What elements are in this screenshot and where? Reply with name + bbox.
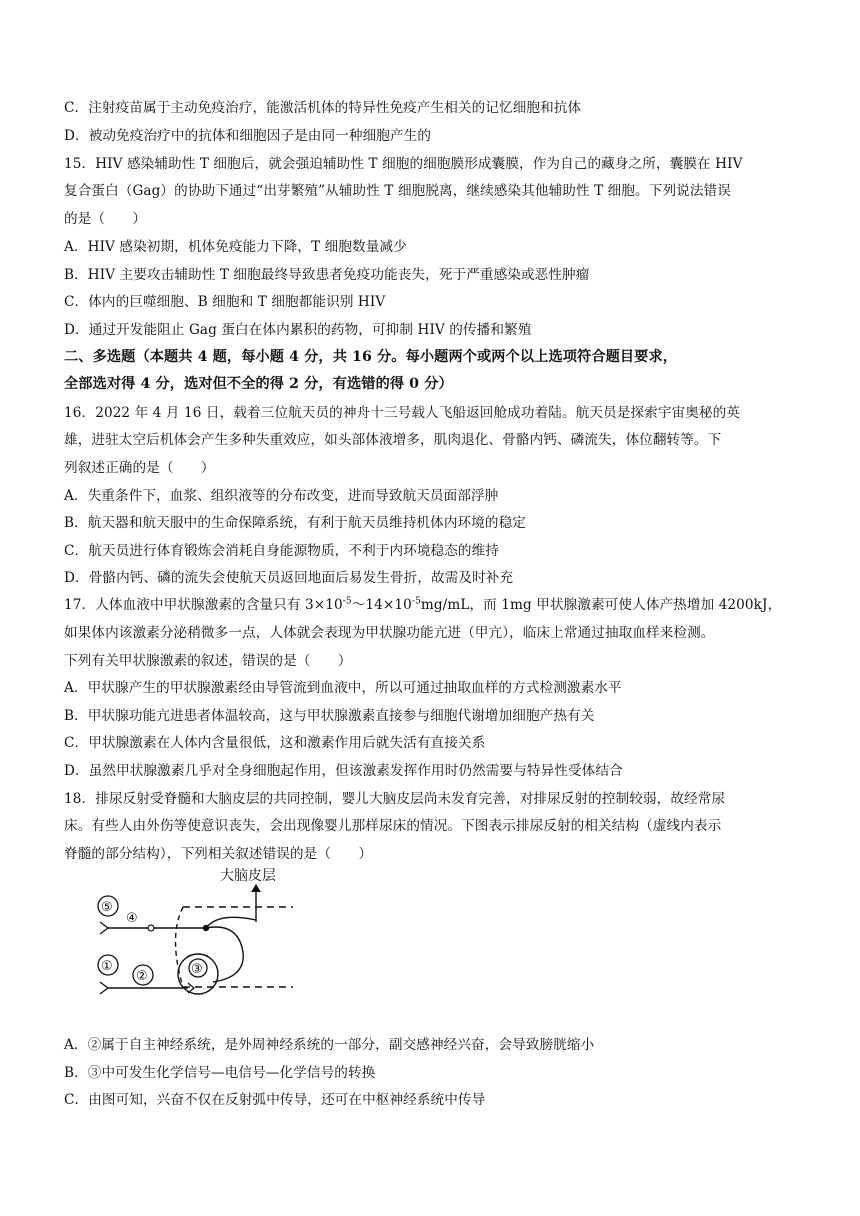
- spinal-cord-left-boundary: [176, 907, 184, 987]
- option-15c: C．体内的巨噬细胞、B 细胞和 T 细胞都能识别 HIV: [64, 294, 386, 310]
- q17-text-a: 17．人体血液中甲状腺激素的含量只有 3×10: [64, 597, 343, 613]
- label-1: ①: [101, 959, 113, 974]
- option-17c: C．甲状腺激素在人体内含量很低，这和激素作用后就失活有直接关系: [64, 735, 486, 751]
- option-15d: D．通过开发能阻止 Gag 蛋白在体内累积的药物，可抑制 HIV 的传播和繁殖: [64, 322, 532, 338]
- q17-exponent-2: -5: [411, 596, 421, 607]
- option-17a: A．甲状腺产生的甲状腺激素经由导管流到血液中，所以可通过抽取血样的方式检测激素水平: [64, 680, 622, 696]
- question-15-line-1: 15．HIV 感染辅助性 T 细胞后，就会强迫辅助性 T 细胞的细胞膜形成囊膜，作为自己的藏身之所，囊膜在 HIV: [64, 156, 743, 172]
- option-14d: D．被动免疫治疗中的抗体和细胞因子是由同一种细胞产生的: [64, 128, 432, 144]
- question-16-line-3: 列叙述正确的是（ ）: [64, 460, 215, 476]
- receptor-lower: [100, 982, 108, 994]
- label-2: ②: [136, 969, 148, 984]
- question-15-line-2: 复合蛋白（Gag）的协助下通过“出芽繁殖”从辅助性 T 细胞脱离，继续感染其他辅助性 T 细胞。下列说法错误: [64, 183, 731, 199]
- q17-text-e: mg/mL，而 1mg 甲状腺激素可使人体产热增加 4200kJ，: [420, 597, 782, 613]
- question-18-line-2: 床。有些人由外伤等使意识丧失，会出现像婴儿那样尿床的情况。下图表示排尿反射的相关结构（虚线内表示: [64, 818, 722, 834]
- question-17-line-2: 如果体内该激素分泌稍微多一点，人体就会表现为甲状腺功能亢进（甲亢），临床上常通过抽取血样来检测。: [64, 625, 715, 641]
- question-18-line-1: 18．排尿反射受脊髓和大脑皮层的共同控制，婴儿大脑皮层尚未发育完善，对排尿反射的控制较弱，故经常尿: [64, 791, 726, 807]
- label-4: ④: [126, 911, 138, 926]
- question-17-line-1: [64, 595, 804, 615]
- upper-ganglion: [148, 925, 154, 931]
- question-17-line-3: 下列有关甲状腺激素的叙述，错误的是（ ）: [64, 653, 352, 669]
- option-18a: A．②属于自主神经系统，是外周神经系统的一部分，副交感神经兴奋，会导致膀胱缩小: [64, 1037, 595, 1053]
- option-15b: B．HIV 主要攻击辅助性 T 细胞最终导致患者免疫功能丧失，死于严重感染或恶性肿瘤: [64, 267, 590, 283]
- q17-exponent-1: -5: [342, 596, 352, 607]
- option-15a: A．HIV 感染初期，机体免疫能力下降，T 细胞数量减少: [64, 239, 407, 255]
- descending-loop: [206, 927, 243, 982]
- receptor-upper: [100, 922, 108, 934]
- lower-synapse-ending: [188, 983, 194, 993]
- q17-text-c: ～14×10: [351, 597, 412, 613]
- section-heading-line-1: 二、多选题（本题共 4 题，每小题 4 分，共 16 分。每小题两个或两个以上选项符合题目要求，: [64, 349, 678, 365]
- option-16a: A．失重条件下，血浆、组织液等的分布改变，进而导致航天员面部浮肿: [64, 488, 499, 504]
- label-3: ③: [191, 962, 203, 977]
- label-5: ⑤: [101, 900, 113, 915]
- option-14c: C．注射疫苗属于主动免疫治疗，能激活机体的特异性免疫产生相关的记忆细胞和抗体: [64, 100, 582, 116]
- option-18b: B．③中可发生化学信号—电信号—化学信号的转换: [64, 1065, 376, 1081]
- reflex-diagram: [88, 862, 308, 1012]
- option-17b: B．甲状腺功能亢进患者体温较高，这与甲状腺激素直接参与细胞代谢增加细胞产热有关: [64, 708, 595, 724]
- question-16-line-2: 雄，进驻太空后机体会产生多种失重效应，如头部体液增多，肌肉退化、骨骼内钙、磷流失，体位翻转等。下: [64, 432, 722, 448]
- question-18-line-3: 脊髓的部分结构），下列相关叙述错误的是（ ）: [64, 846, 373, 862]
- option-17d: D．虽然甲状腺激素几乎对全身细胞起作用，但该激素发挥作用时仍然需要与特异性受体结合: [64, 763, 623, 779]
- option-18c: C．由图可知，兴奋不仅在反射弧中传导，还可在中枢神经系统中传导: [64, 1092, 486, 1108]
- option-16b: B．航天器和航天服中的生命保障系统，有利于航天员维持机体内环境的稳定: [64, 515, 526, 531]
- question-16-line-1: 16．2022 年 4 月 16 日，载着三位航天员的神舟十三号载人飞船返回舱成功着陆。航天员是探索宇宙奥秘的英: [64, 405, 740, 421]
- cortex-arrowhead: [251, 884, 261, 892]
- section-heading-line-2: 全部选对得 4 分，选对但不全的得 2 分，有选错的得 0 分）: [64, 376, 453, 392]
- option-16c: C．航天员进行体育锻炼会消耗自身能源物质，不利于内环境稳态的维持: [64, 543, 500, 559]
- option-16d: D．骨骼内钙、磷的流失会使航天员返回地面后易发生骨折，故需及时补充: [64, 570, 514, 586]
- question-15-line-3: 的是（ ）: [64, 211, 147, 227]
- cortex-label: 大脑皮层: [220, 868, 276, 884]
